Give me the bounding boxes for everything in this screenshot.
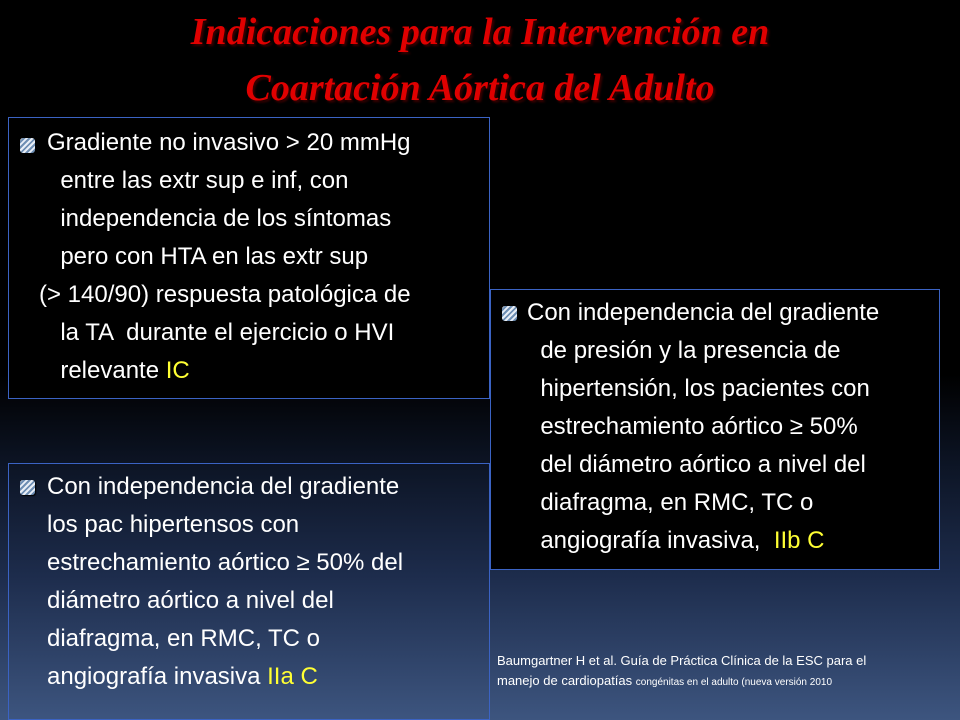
indication-box-iia [8, 463, 490, 720]
text-line: independencia de los síntomas [47, 205, 392, 232]
indication-text [9, 118, 489, 390]
reference-line-2: manejo de cardiopatías [497, 673, 636, 688]
indication-box-ic [8, 117, 490, 399]
text-line: diafragma, en RMC, TC o [527, 489, 814, 516]
recommendation-class: IIa C [267, 663, 318, 690]
text-line: estrechamiento aórtico ≥ 50% [527, 413, 858, 440]
title-line-1: Indicaciones para la Intervención en [190, 11, 770, 53]
indication-box-iib [490, 289, 940, 570]
text-line: (> 140/90) respuesta patológica de [39, 281, 411, 308]
text-line: del diámetro aórtico a nivel del [527, 451, 866, 478]
recommendation-class: IIb C [773, 527, 825, 554]
text-line: estrechamiento aórtico ≥ 50% del [47, 549, 404, 576]
slide-title [0, 4, 960, 116]
text-line: Gradiente no invasivo > 20 mmHg [47, 129, 411, 156]
title-line-2: Coartación Aórtica del Adulto [245, 67, 715, 109]
text-line: angiografía invasiva [47, 663, 268, 690]
text-line: la TA durante el ejercicio o HVI [47, 319, 395, 346]
indication-text [491, 290, 939, 560]
reference-line-1: Baumgartner H et al. Guía de Práctica Clínica de la ESC para el [497, 653, 867, 668]
reference-line-2-small: congénitas en el adulto (nueva versión 2010 [635, 677, 833, 688]
text-line: los pac hipertensos con [47, 511, 300, 538]
text-line: relevante [47, 357, 166, 384]
text-line: pero con HTA en las extr sup [47, 243, 369, 270]
text-line: hipertensión, los pacientes con [527, 375, 870, 402]
text-line: entre las extr sup e inf, con [47, 167, 349, 194]
text-line: diámetro aórtico a nivel del [47, 587, 334, 614]
text-line: de presión y la presencia de [527, 337, 841, 364]
text-line: diafragma, en RMC, TC o [47, 625, 320, 652]
text-line: Con independencia del gradiente [47, 473, 400, 500]
recommendation-class: IC [165, 357, 190, 384]
text-line: angiografía invasiva, [527, 527, 774, 554]
reference-citation [497, 651, 957, 693]
text-line: Con independencia del gradiente [527, 299, 880, 326]
indication-text [9, 464, 489, 696]
